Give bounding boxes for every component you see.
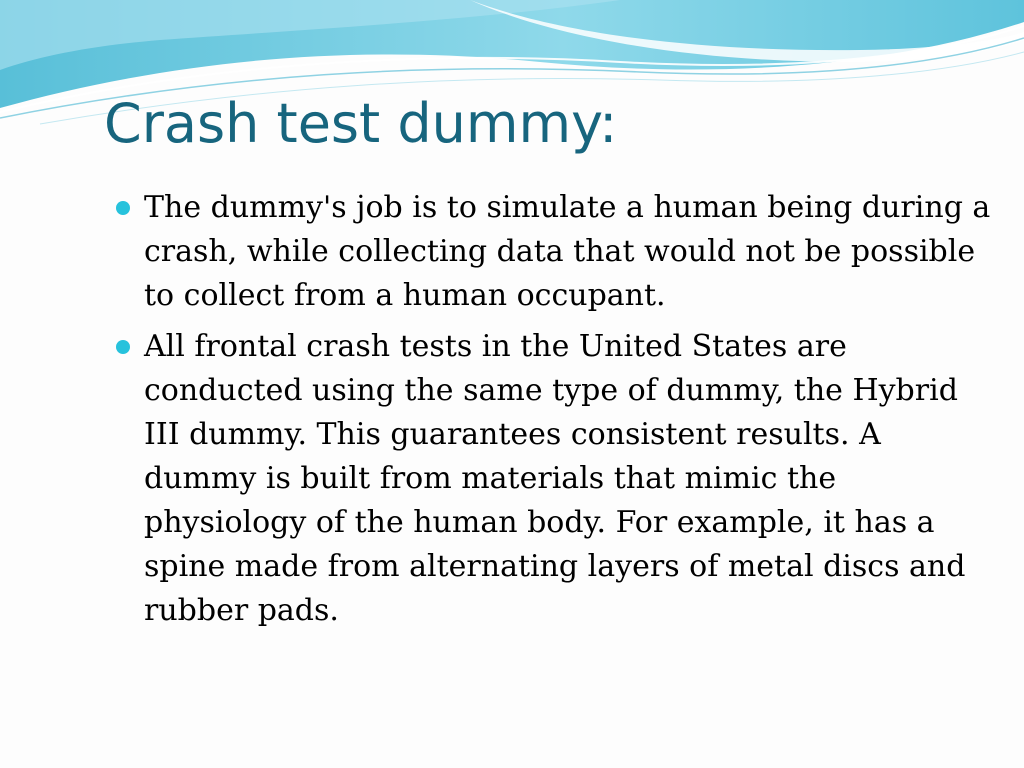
slide-title: Crash test dummy: bbox=[104, 92, 618, 155]
bullet-list bbox=[112, 186, 992, 640]
bullet-dot-icon bbox=[116, 340, 130, 354]
bullet-item bbox=[112, 186, 992, 318]
bullet-text: The dummy's job is to simulate a human being during a crash, while collecting data that would not be possible to collect from a human occupant. bbox=[144, 190, 991, 313]
bullet-item bbox=[112, 325, 992, 633]
bullet-dot-icon bbox=[116, 201, 130, 215]
bullet-text: All frontal crash tests in the United States are conducted using the same type of dummy, the Hybrid III dummy. This guarantees consistent results. A dummy is built from materials that mimic the physiology of the human body. For example, it has a spine made from alternating layers of metal discs and rubber pads. bbox=[144, 329, 966, 628]
